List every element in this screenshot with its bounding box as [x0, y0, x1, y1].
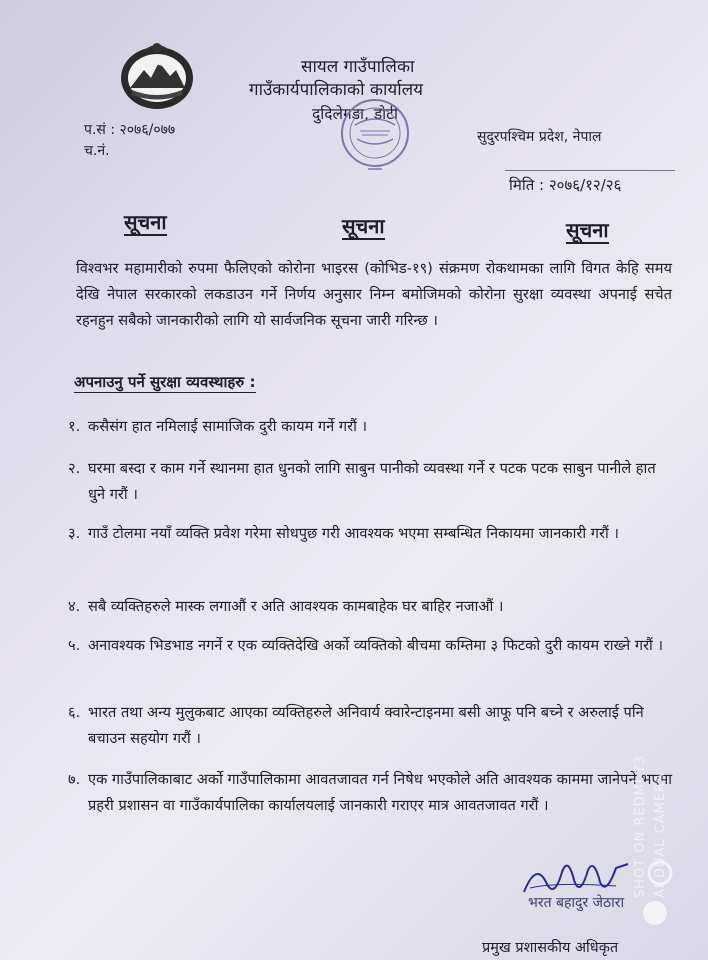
office-name: सायल गाउँपालिका [301, 57, 415, 77]
item-number: ७. [68, 771, 81, 788]
province-label: सुदुरपश्चिम प्रदेश, नेपाल [477, 129, 602, 145]
list-item [68, 521, 674, 547]
office-stamp [330, 95, 420, 175]
date-divider [505, 170, 675, 171]
notice-title-2: सूचना [342, 214, 385, 238]
item-text: घरमा बस्दा र काम गर्ने स्थानमा हात धुनको लागि साबुन पानीको व्यवस्था गर्ने र पटक पटक साबुन पानीले हात धुने गरौं । [88, 460, 656, 503]
list-item [68, 700, 674, 752]
item-text: एक गाउँपालिकाबाट अर्को गाउँपालिकामा आवतजावत गर्न निषेध भएकोले अति आवश्यक काममा जानेपर्ने भएमा प्रहरी प्रशासन वा गाउँकार्यपालिका कार्यालयलाई जानकारी गराएर मात्र आवतजावत गरौं । [88, 771, 673, 814]
intro-paragraph: विश्वभर महामारीको रुपमा फैलिएको कोरोना भाइरस (कोभिड-१९) संक्रमण रोकथामका लागि विगत केहि समय देखि नेपाल सरकारको लकडाउन गर्ने निर्णय अनुसार निम्न बमोजिमको कोरोना सुरक्षा व्यवस्था अपनाई सचेत रहनहुन सबैको जानकारीको लागि यो सार्वजनिक सूचना जारी गरिन्छ । [76, 260, 672, 329]
watermark-line-1: SHOT ON REDMI Y3 [633, 754, 648, 898]
item-text: सबै व्यक्तिहरुले मास्क लगाऔं र अति आवश्यक कामबाहेक घर बाहिर नजाऔं । [88, 598, 504, 615]
dispatch-number: च.नं. [84, 143, 110, 159]
item-text: कसैसंग हात नमिलाई सामाजिक दुरी कायम गर्ने गरौं । [88, 418, 368, 435]
item-text: अनावश्यक भिडभाड नगर्ने र एक व्यक्तिदेखि अर्को व्यक्तिको बीचमा कम्तिमा ३ फिटको दुरी कायम राख्ने गरौं । [88, 637, 664, 654]
camera-logo-icon [645, 858, 675, 888]
item-number: ६. [68, 704, 81, 721]
signatory-title: प्रमुख प्रशासकीय अधिकृत [482, 940, 619, 956]
item-text: भारत तथा अन्य मुलुकबाट आएका व्यक्तिहरुले अनिवार्य क्वारेन्टाइनमा बसी आफू पनि बच्ने र अरुलाई पनि बचाउन सहयोग गरौं । [88, 704, 644, 747]
list-item [68, 414, 674, 440]
reference-number: प.सं : २०७६/०७७ [84, 122, 176, 138]
notice-date: मिति : २०७६/१२/२६ [509, 176, 622, 194]
list-item [68, 767, 674, 819]
item-number: १. [68, 418, 81, 435]
signatory-name: भरत बहादुर जेठारा [528, 895, 625, 911]
item-number: ५. [68, 637, 81, 654]
notice-title-1: सूचना [124, 210, 167, 234]
office-subtitle: गाउँकार्यपालिकाको कार्यालय [249, 80, 424, 100]
item-number: ४. [68, 598, 81, 615]
notice-title-3: सूचना [566, 218, 609, 242]
nepal-emblem-icon [118, 40, 196, 112]
camera-dot-icon [640, 898, 670, 928]
list-item [68, 633, 674, 659]
item-number: २. [68, 460, 81, 477]
safety-measures-heading: अपनाउनु पर्ने सुरक्षा व्यवस्थाहरु : [74, 373, 256, 391]
item-number: ३. [68, 525, 81, 542]
office-address: दुदिलेगडा, डोटी [312, 105, 399, 123]
list-item [68, 456, 674, 508]
watermark-line-2: AI DUAL CAMERA [653, 772, 668, 898]
item-text: गाउँ टोलमा नयाँ व्यक्ति प्रवेश गरेमा सोधपुछ गरी आवश्यक भएमा सम्बन्धित निकायमा जानकारी गरौं । [88, 525, 619, 542]
list-item [68, 594, 674, 620]
